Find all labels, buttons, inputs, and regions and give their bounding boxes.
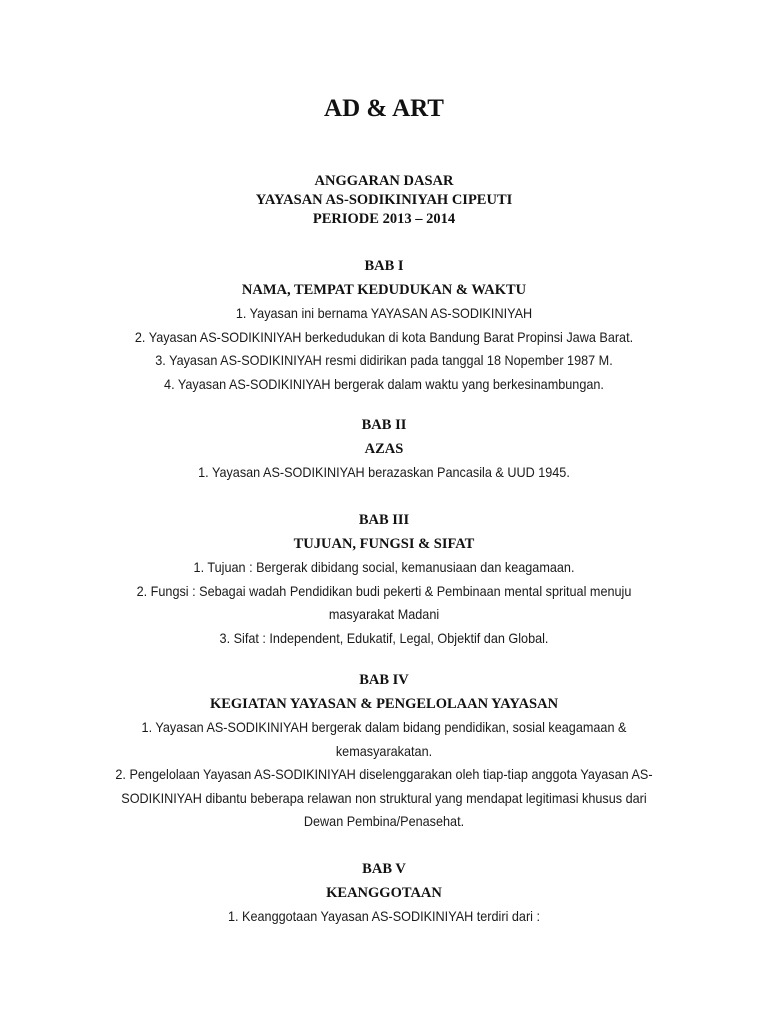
list-item: 1. Tujuan : Bergerak dibidang social, kemanusiaan dan keagamaan. bbox=[193, 560, 575, 575]
list-item: 4. Yayasan AS-SODIKINIYAH bergerak dalam waktu yang berkesinambungan. bbox=[164, 376, 604, 392]
section-number: BAB II bbox=[361, 417, 407, 433]
section-bab-5 bbox=[90, 857, 678, 929]
section-bab-3 bbox=[90, 508, 678, 650]
list-item: 2. Fungsi : Sebagai wadah Pendidikan budi pekerti & Pembinaan mental spritual menuju masyarakat Madani bbox=[136, 583, 632, 622]
list-item: 3. Sifat : Independent, Edukatif, Legal, Objektif dan Global. bbox=[219, 630, 549, 646]
document-header bbox=[0, 172, 768, 229]
header-line-3: PERIODE 2013 – 2014 bbox=[312, 211, 456, 227]
list-item: 1. Yayasan AS-SODIKINIYAH bergerak dalam bidang pendidikan, sosial keagamaan & kemasyarakatan. bbox=[141, 720, 627, 759]
section-number: BAB IV bbox=[359, 672, 409, 688]
section-title: KEGIATAN YAYASAN & PENGELOLAAN YAYASAN bbox=[209, 696, 559, 712]
section-bab-2 bbox=[90, 413, 678, 485]
list-item: 1. Yayasan ini bernama YAYASAN AS-SODIKINIYAH bbox=[235, 306, 533, 321]
list-item: 2. Yayasan AS-SODIKINIYAH berkedudukan di kota Bandung Barat Propinsi Jawa Barat. bbox=[134, 329, 634, 345]
section-number: BAB I bbox=[364, 258, 404, 274]
section-bab-1 bbox=[90, 254, 678, 396]
section-bab-4 bbox=[90, 668, 678, 834]
section-title: AZAS bbox=[364, 441, 404, 457]
list-item: 1. Yayasan AS-SODIKINIYAH berazaskan Pancasila & UUD 1945. bbox=[198, 465, 570, 480]
section-title: KEANGGOTAAN bbox=[326, 885, 442, 901]
section-number: BAB III bbox=[358, 512, 410, 528]
document-title: AD & ART bbox=[324, 95, 444, 122]
list-item: 3. Yayasan AS-SODIKINIYAH resmi didirikan pada tanggal 18 Nopember 1987 M. bbox=[155, 353, 613, 368]
section-number: BAB V bbox=[362, 861, 406, 877]
header-line-1: ANGGARAN DASAR bbox=[314, 173, 454, 189]
list-item: 2. Pengelolaan Yayasan AS-SODIKINIYAH diselenggarakan oleh tiap-tiap anggota Yayasan AS-SODIKINIYAH dibantu beberapa relawan non struktural yang mendapat legitimasi khusus dari Dewan Pembina/Penasehat. bbox=[115, 767, 653, 829]
section-title: TUJUAN, FUNGSI & SIFAT bbox=[293, 536, 475, 552]
section-title: NAMA, TEMPAT KEDUDUKAN & WAKTU bbox=[241, 282, 527, 298]
header-line-2: YAYASAN AS-SODIKINIYAH CIPEUTI bbox=[255, 192, 513, 208]
list-item: 1. Keanggotaan Yayasan AS-SODIKINIYAH terdiri dari : bbox=[227, 909, 541, 924]
